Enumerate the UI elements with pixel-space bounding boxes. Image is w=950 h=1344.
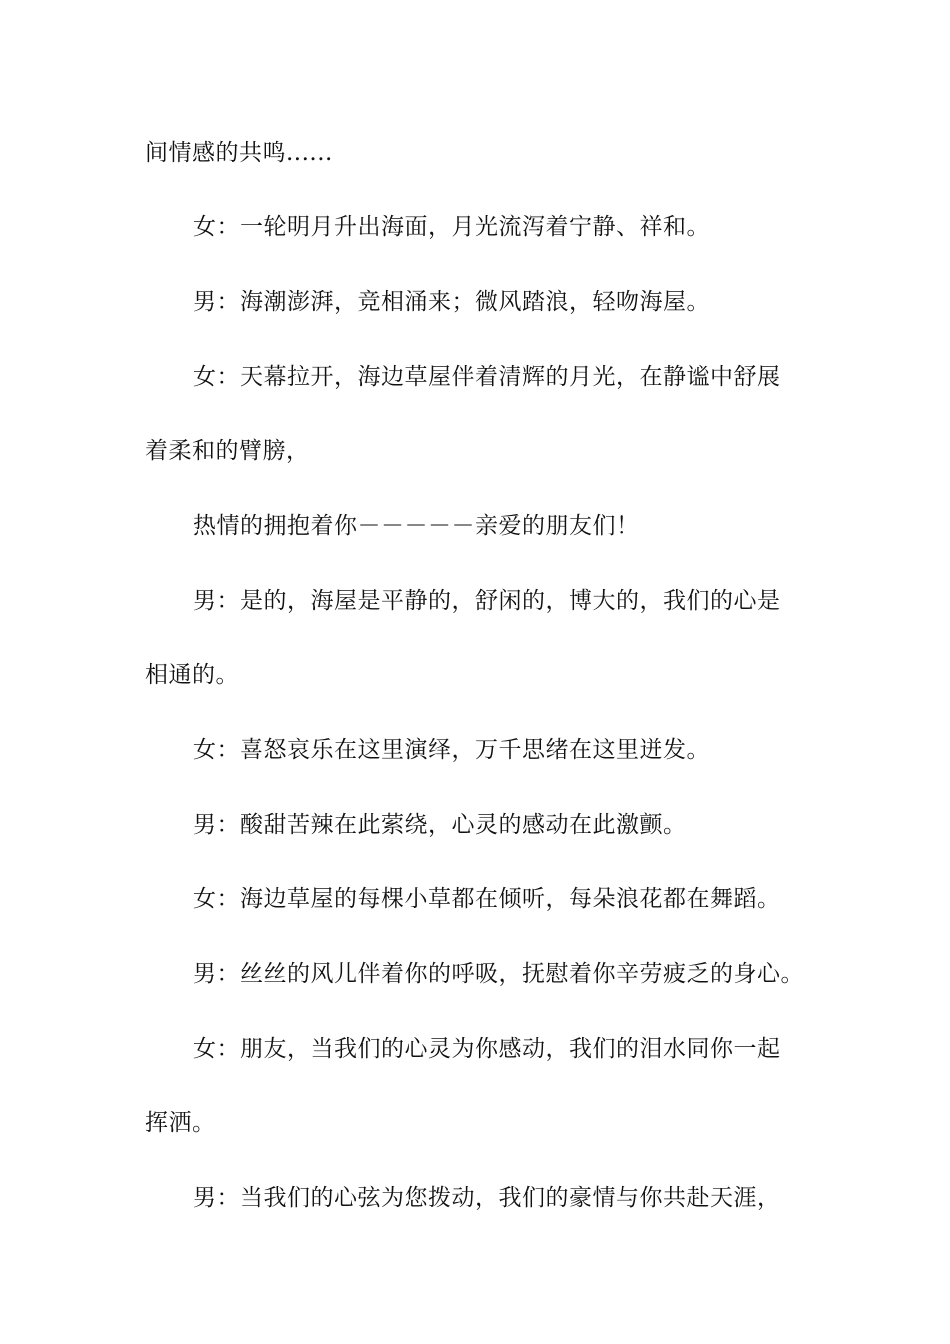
text-line: 男：当我们的心弦为您拨动，我们的豪情与你共赴天涯， [193, 1185, 781, 1211]
text-line: 男：酸甜苦辣在此萦绕，心灵的感动在此激颤。 [193, 812, 687, 838]
text-line: 男：海潮澎湃，竞相涌来；微风踏浪，轻吻海屋。 [193, 289, 710, 315]
text-line: 着柔和的臂膀， [145, 438, 310, 464]
text-line: 男：丝丝的风儿伴着你的呼吸，抚慰着你辛劳疲乏的身心。 [193, 961, 804, 987]
text-line: 女：喜怒哀乐在这里演绎，万千思绪在这里迸发。 [193, 737, 710, 763]
text-line: 热情的拥抱着你－－－－－亲爱的朋友们！ [193, 513, 640, 539]
text-line: 相通的。 [145, 662, 239, 688]
text-line: 男：是的，海屋是平静的，舒闲的，博大的，我们的心是 [193, 588, 781, 614]
text-line: 女：天幕拉开，海边草屋伴着清辉的月光，在静谧中舒展 [193, 364, 781, 390]
text-line: 女：一轮明月升出海面，月光流泻着宁静、祥和。 [193, 214, 710, 240]
text-line: 间情感的共鸣...... [145, 140, 333, 166]
text-line: 女：朋友，当我们的心灵为你感动，我们的泪水同你一起 [193, 1036, 781, 1062]
text-line: 挥洒。 [145, 1110, 216, 1136]
text-line: 女：海边草屋的每棵小草都在倾听，每朵浪花都在舞蹈。 [193, 886, 781, 912]
